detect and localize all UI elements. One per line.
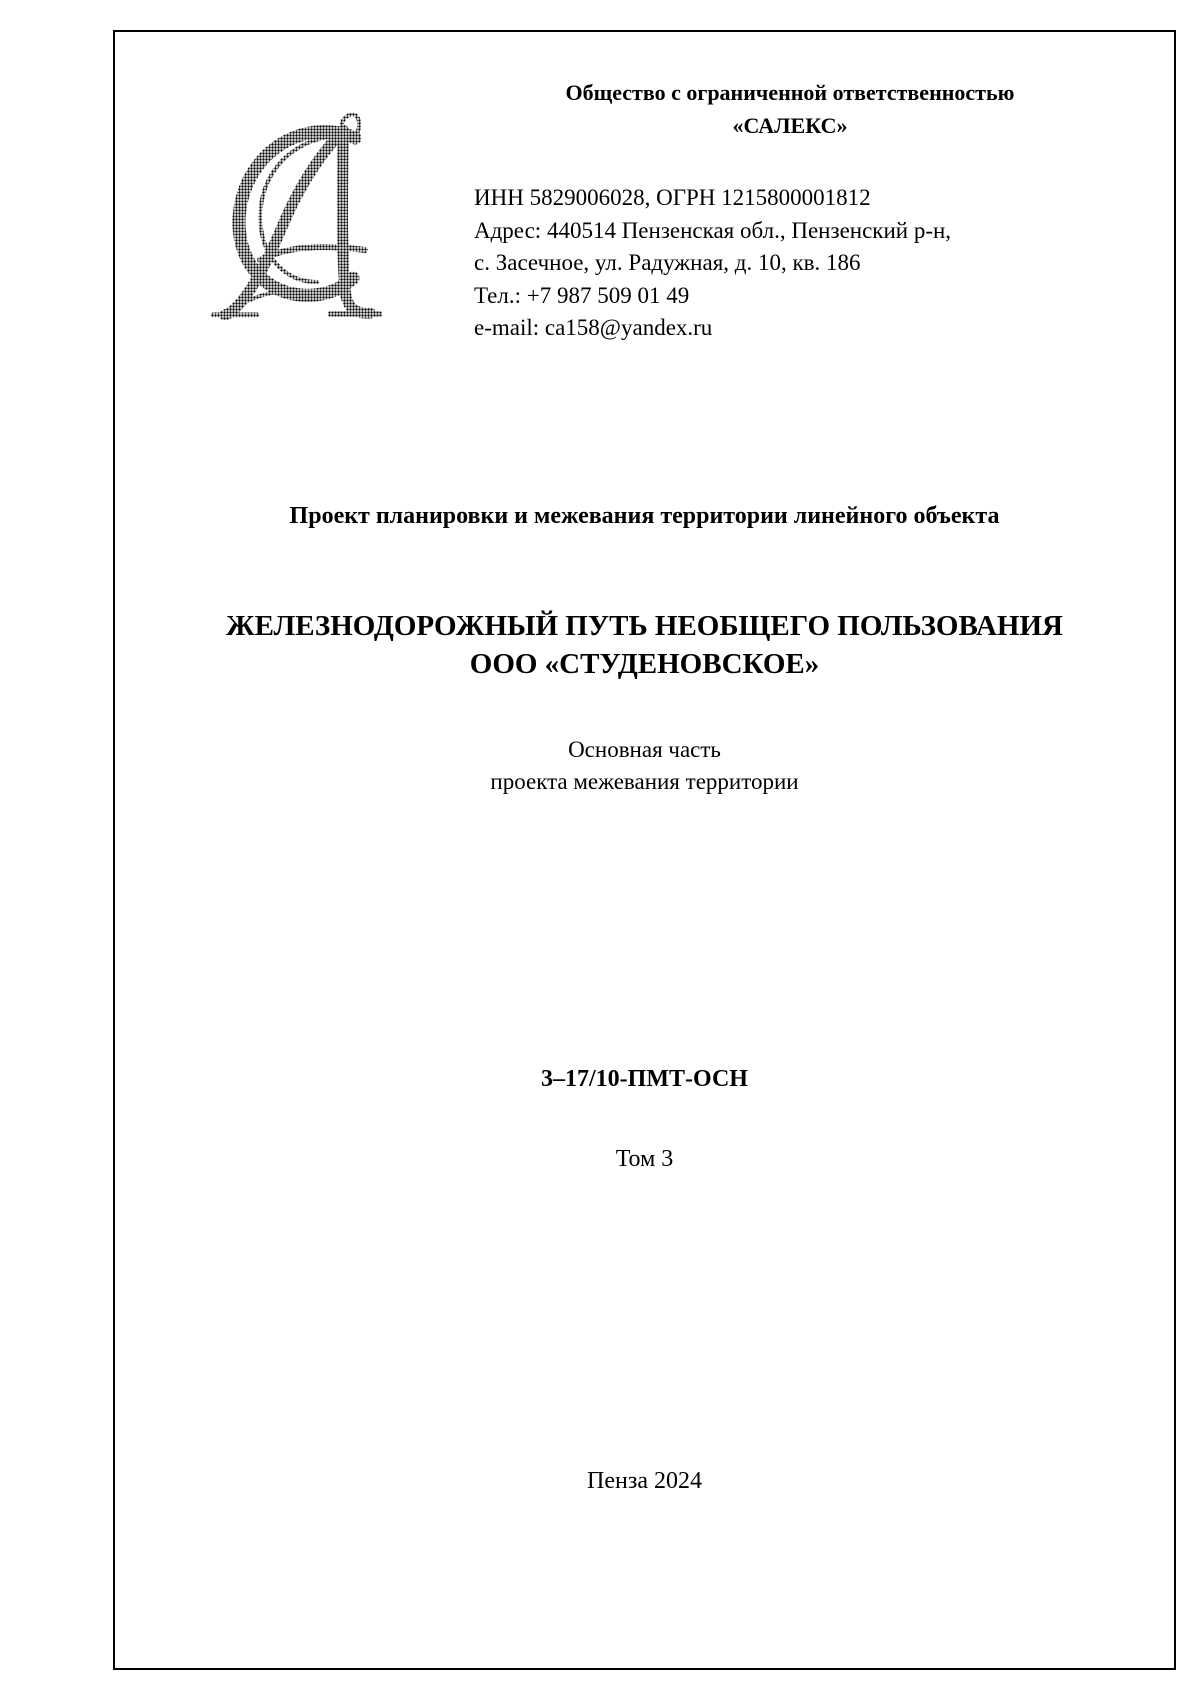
organization-details (474, 182, 1114, 345)
organization-header (480, 76, 1100, 142)
organization-registration: ИНН 5829006028, ОГРН 1215800001812 (474, 185, 871, 210)
section-line2: проекта межевания территории (490, 769, 799, 794)
organization-form: Общество с ограниченной ответственностью (565, 80, 1015, 105)
organization-address-line2: с. Засечное, ул. Радужная, д. 10, кв. 186 (474, 250, 861, 275)
organization-email: e-mail: ca158@yandex.ru (474, 315, 713, 340)
object-title-line1: ЖЕЛЕЗНОДОРОЖНЫЙ ПУТЬ НЕОБЩЕГО ПОЛЬЗОВАНИЯ (225, 610, 1063, 642)
sa-monogram-icon (205, 110, 405, 320)
volume-number: Том 3 (615, 1146, 674, 1172)
document-code: 3–17/10-ПМТ-ОСН (541, 1066, 748, 1092)
section-line1: Основная часть (568, 737, 721, 762)
object-title-line2: ООО «СТУДЕНОВСКОЕ» (469, 648, 820, 680)
organization-address-line1: Адрес: 440514 Пензенская обл., Пензенский р-н, (474, 217, 952, 243)
organization-phone: Тел.: +7 987 509 01 49 (474, 282, 690, 308)
section-description (113, 734, 1176, 798)
place-year: Пенза 2024 (587, 1468, 702, 1494)
project-type: Проект планировки и межевания территории линейного объекта (289, 503, 1000, 529)
organization-name: «САЛЕКС» (732, 113, 848, 138)
object-title (113, 607, 1176, 683)
